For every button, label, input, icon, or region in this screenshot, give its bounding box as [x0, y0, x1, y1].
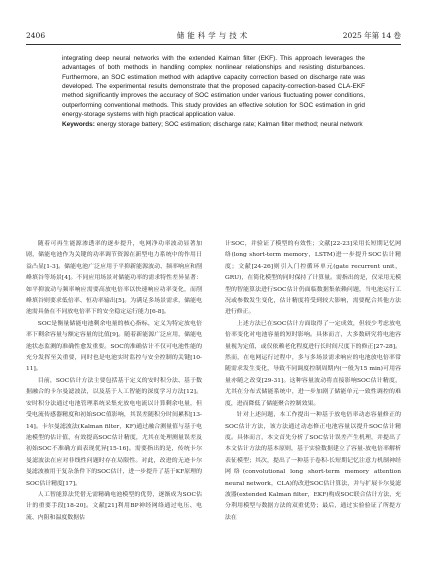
paragraph: 上述方法已在SOC估计方面取得了一定成效，但较少考虑放电倍率变化对电池容量的短时影响。具体而言，大多数研究将电池容量视为定值，或仅依赖老化程度进行长时间尺度下的修正[27-28]。然而，在电网运行过程中，多与多场景需求响应的电池放电倍率常随需求发生变化，导致不同调度控制周期内(一般为15 min)可用容量亦随之改变[29-31]。这种容量波动将直接影响SOC估计精度，尤其在分布式储能系统中，进一步加剧了储能单元一致性调控的难度，进而降低了储能聚合控制效果。 [225, 320, 401, 407]
paragraph: 人工智能算法凭借无需精确电池模型的优势，逐渐成为SOC估计的重要手段[18-20]。文献[21]利用BP神经网络通过电压、电流、内阻和温度数据估 [26, 491, 202, 521]
page-number: 2406 [26, 31, 46, 40]
running-header [26, 30, 401, 42]
keywords-text: energy storage battery; SOC estimation; discharge rate; Kalman filter method; neural network [96, 121, 363, 129]
left-column [26, 239, 202, 564]
issue-label: 2025 年第 14 卷 [342, 31, 401, 40]
paragraph: SOC是衡量储能电池剩余电量的核心指标，定义为特定放电倍率下剩余容量与额定容量的比值[9]。随着新能源广泛应用，储能电池状态监测的准确性愈发重要。SOC的准确估计不仅可电池性能的充分发挥至关重要，同时也是电池实时监控与安全控制的关键[10-11]。 [26, 320, 202, 373]
paragraph: 针对上述问题，本工作提出一种基于放电倍率动态容量修正的SOC估计方法，该方法通过动态修正电池容量以提升SOC估计精度。具体而言，本文首先分析了SOC估计误差产生机理，并提出了本文估计方法的基本原则，基于实验数据建立了容量-放电倍率解析表征模型；其次，提出了一种基于卷积-长短期记忆注意力机制神经网络(convolutional long short-term memory attention neural network，CLA)的改进SOC估计算法，并与扩展卡尔曼滤波器(extended Kalman filter，EKF)构成SOC联合估计方法，充分利用模型与数据方法的双重优势；最后，通过实验验证了所提方法在 [225, 412, 401, 521]
header-rule [26, 44, 401, 45]
paragraph: 计SOC，并验证了模型的有效性；文献[22-23]采用长短期记忆网络(long short-term memory，LSTM)进一步提升SOC估计精度；文献[24-26]则引入门控循环单元(gate recurrent unit，GRU)，在简化模型的同时保持了计算量。需指出的是，仅采用无模型的智能算法进行SOC估计仍面临数据集依赖问题，当电池运行工况或参数发生变化，估计精度将受到较大影响，需要配合其他方法进行修正。 [225, 241, 401, 316]
keywords-label: Keywords: [62, 121, 95, 129]
english-abstract [62, 54, 365, 130]
journal-title: 储能科学与技术 [176, 31, 251, 40]
paragraph: 随着可再生能源渗透率的逐步提升，电网净功率波动显著加剧，储能电池作为关键的功率调节资源在新型电力系统中的作用日益凸显[1-3]。储能电池广泛应用于平抑新能源波动、频率响应和削峰填谷等场景[4]。不同应用场景对储能功率的需求特性差异显著：如平抑波动与频率响应需要高放电倍率以快速响应功率变化，而削峰填谷则要求低倍率、恒功率输出[5]。为满足多场景需求，储能电池需具备在不同放电倍率下的安全稳定运行能力[6-8]。 [26, 241, 202, 316]
abstract-text: integrating deep neural networks with the extended Kalman filter (EKF). This approach leverages the advantages of both methods in handling complex nonlinear relationships and resisting disturbances. Furthermore, an SOC estimation method with adaptive capacity correction based on discharge rate was developed. The experimental results demonstrate that the proposed capacity-correction-based CLA-EKF method significantly improves the accuracy of SOC estimation under various fluctuating power conditions, outperforming conventional methods. This study provides an effective solution for SOC estimation in grid energy-storage systems with high practical application value. [62, 55, 365, 119]
paragraph: 目前，SOC估计方法主要包括基于定义的安时积分法、基于数据融合的卡尔曼滤波法，以及基于人工智能的深度学习方法[12]。安时积分法通过电池管理系统采集充放电电流以计算剩余电量，但受电流传感器精度和初始SOC值影响，其误差随积分时间累积[13-14]。卡尔曼滤波法(Kalman filter，KF)通过融合测量值与基于电池模型的估计值，有效提高SOC估计精度，尤其在处理测量误差及初始SOC不准确方面表现优异[15-16]。需要指出的是，传统卡尔曼滤波法在应对非线性问题时存在局限性。对此，改进的无迹卡尔曼滤波被用于复杂条件下的SOC估计，进一步提升了基于KF原理的SOC估计精度[17]。 [26, 377, 202, 487]
right-column [225, 239, 401, 564]
keywords [62, 120, 365, 129]
